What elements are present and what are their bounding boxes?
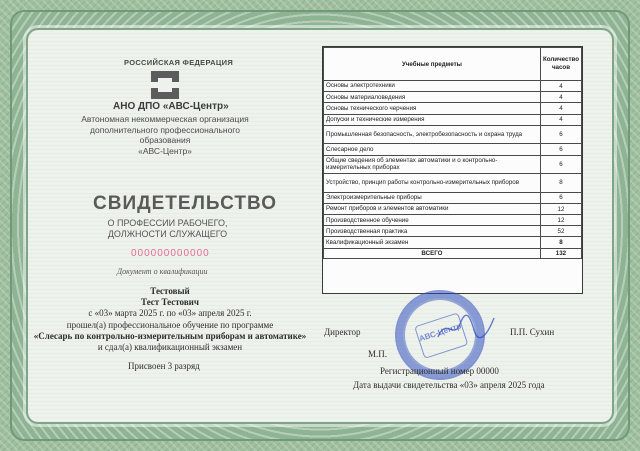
training-line: прошел(а) профессиональное обучение по программе	[66, 319, 274, 330]
table-row	[324, 114, 582, 125]
assigned-rank: Присвоен 3 разряд	[128, 361, 200, 371]
hours-cell: 4	[540, 114, 581, 125]
registration-number: Регистрационный номер 00000	[380, 366, 499, 376]
table-row	[324, 92, 582, 103]
org-full-line: «АВС-Центр»	[138, 145, 192, 156]
table-row	[324, 103, 582, 114]
subject-cell: Основы материаловедения	[324, 92, 541, 103]
seal-label: М.П.	[368, 349, 388, 359]
table-row	[324, 174, 582, 193]
hours-cell: 6	[540, 192, 581, 203]
org-full-line: дополнительного профессионального образования	[90, 124, 240, 145]
country-label: РОССИЙСКАЯ ФЕДЕРАЦИЯ	[124, 58, 234, 67]
director-signature-icon	[436, 312, 496, 342]
subjects-table	[322, 46, 583, 294]
total-hours: 132	[540, 248, 581, 258]
hours-cell: 4	[540, 103, 581, 114]
subject-cell: Производственное обучение	[324, 215, 541, 226]
hours-column-header: Количество часов	[540, 48, 581, 81]
hours-cell: 6	[540, 125, 581, 144]
document-type: Документ о квалификации	[117, 267, 208, 276]
subject-cell: Промышленная безопасность, электробезопасность и охрана труда	[324, 125, 541, 144]
total-label: ВСЕГО	[324, 248, 541, 258]
subject-cell: Квалификационный экзамен	[324, 237, 541, 248]
subtitle-line: О ПРОФЕССИИ РАБОЧЕГО,	[107, 218, 228, 228]
table-row	[324, 226, 582, 237]
document-number: 000000000000	[131, 248, 210, 259]
subtitle-line: ДОЛЖНОСТИ СЛУЖАЩЕГО	[107, 229, 228, 239]
org-full-name	[80, 114, 250, 156]
subject-cell: Производственная практика	[324, 226, 541, 237]
table-row	[324, 125, 582, 144]
program-name: «Слесарь по контрольно-измерительным приборам и автоматике»	[33, 330, 307, 341]
recipient-block	[20, 286, 320, 353]
hours-cell: 4	[540, 81, 581, 92]
hours-cell: 12	[540, 215, 581, 226]
director-name: П.П. Сухин	[510, 327, 555, 337]
director-label: Директор	[324, 327, 361, 337]
hours-cell: 4	[540, 92, 581, 103]
recipient-name: Тест Тестович	[141, 297, 199, 308]
hours-cell: 8	[540, 237, 581, 248]
document-subtitle	[100, 218, 235, 240]
table-row	[324, 144, 582, 155]
table-row	[324, 81, 582, 92]
hours-cell: 12	[540, 203, 581, 214]
issue-date: Дата выдачи свидетельства «03» апреля 2025 года	[353, 380, 545, 390]
recipient-surname: Тестовый	[150, 286, 190, 296]
subject-cell: Слесарное дело	[324, 144, 541, 155]
table-row	[324, 203, 582, 214]
table-row	[324, 215, 582, 226]
hours-cell: 6	[540, 155, 581, 174]
subject-cell: Основы технического черчения	[324, 103, 541, 114]
table-row	[324, 192, 582, 203]
subject-cell: Основы электротехники	[324, 81, 541, 92]
table-row	[324, 237, 582, 248]
table-row	[324, 155, 582, 174]
subject-cell: Электроизмерительные приборы	[324, 192, 541, 203]
document-title: СВИДЕТЕЛЬСТВО	[93, 193, 277, 214]
hours-cell: 6	[540, 144, 581, 155]
total-row	[324, 248, 582, 258]
org-logo-icon	[150, 70, 180, 100]
subject-cell: Общие сведения об элементах автоматики и о контрольно-измерительных приборах	[324, 155, 541, 174]
org-full-line: Автономная некоммерческая организация	[81, 114, 249, 124]
subject-cell: Допуски и технические измерения	[324, 114, 541, 125]
subject-column-header: Учебные предметы	[324, 48, 541, 81]
exam-line: и сдал(а) квалификационный экзамен	[97, 342, 243, 353]
hours-cell: 52	[540, 226, 581, 237]
hours-cell: 8	[540, 174, 581, 193]
stamp-text: АВС-Центр	[417, 321, 463, 344]
org-short-name: АНО ДПО «АВС-Центр»	[113, 101, 229, 112]
subject-cell: Ремонт приборов и элементов автоматики	[324, 203, 541, 214]
subject-cell: Устройство, принцип работы контрольно-измерительных приборов	[324, 174, 541, 193]
training-period: с «03» марта 2025 г. по «03» апреля 2025 г.	[88, 308, 252, 319]
